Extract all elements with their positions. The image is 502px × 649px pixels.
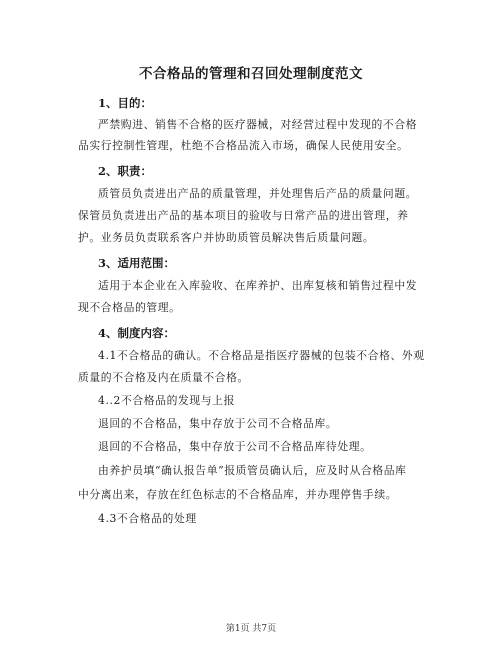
paragraph-line: 中分离出来，存放在红色标志的不合格品库，并办理停售手续。: [78, 488, 398, 501]
paragraph-line: 质量的不合格及内在质量不合格。: [78, 371, 249, 384]
paragraph-line: 质管员负责进出产品的质量管理，并处理售后产品的质量问题。: [98, 187, 418, 200]
paragraph-line: 护。业务员负责联系客户并协助质管员解决售后质量问题。: [78, 231, 375, 244]
section-heading-responsibilities: 2、职责：: [98, 164, 153, 178]
document-title: 不合格品的管理和召回处理制度范文: [139, 66, 363, 82]
section-heading-content: 4、制度内容：: [98, 326, 176, 340]
paragraph-line: 现不合格品的管理。: [78, 301, 181, 314]
page-footer: 第1页 共7页: [225, 624, 277, 634]
subsection-heading: 4.3不合格品的处理: [98, 512, 197, 525]
section-heading-purpose: 1、目的：: [98, 96, 153, 110]
paragraph-line: 品实行控制性管理，杜绝不合格品流入市场，确保人民使用安全。: [78, 139, 409, 152]
paragraph-line: 由养护员填“确认报告单”报质管员确认后，应及时从合格品库: [98, 464, 407, 477]
section-heading-scope: 3、适用范围：: [98, 256, 176, 270]
paragraph-line: 退回的不合格品，集中存放于公司不合格品库待处理。: [98, 440, 372, 453]
subsection-heading: 4..2不合格品的发现与上报: [98, 394, 235, 407]
paragraph-line: 4.1不合格品的确认。不合格品是指医疗器械的包装不合格、外观: [98, 349, 425, 362]
paragraph-line: 保管员负责进出产品的基本项目的验收与日常产品的进出管理，养: [78, 209, 409, 222]
paragraph-line: 适用于本企业在入库验收、在库养护、出库复核和销售过程中发: [98, 279, 418, 292]
paragraph-line: 退回的不合格品，集中存放于公司不合格品库。: [98, 417, 338, 430]
paragraph-line: 严禁购进、销售不合格的医疗器械，对经营过程中发现的不合格: [98, 118, 418, 131]
